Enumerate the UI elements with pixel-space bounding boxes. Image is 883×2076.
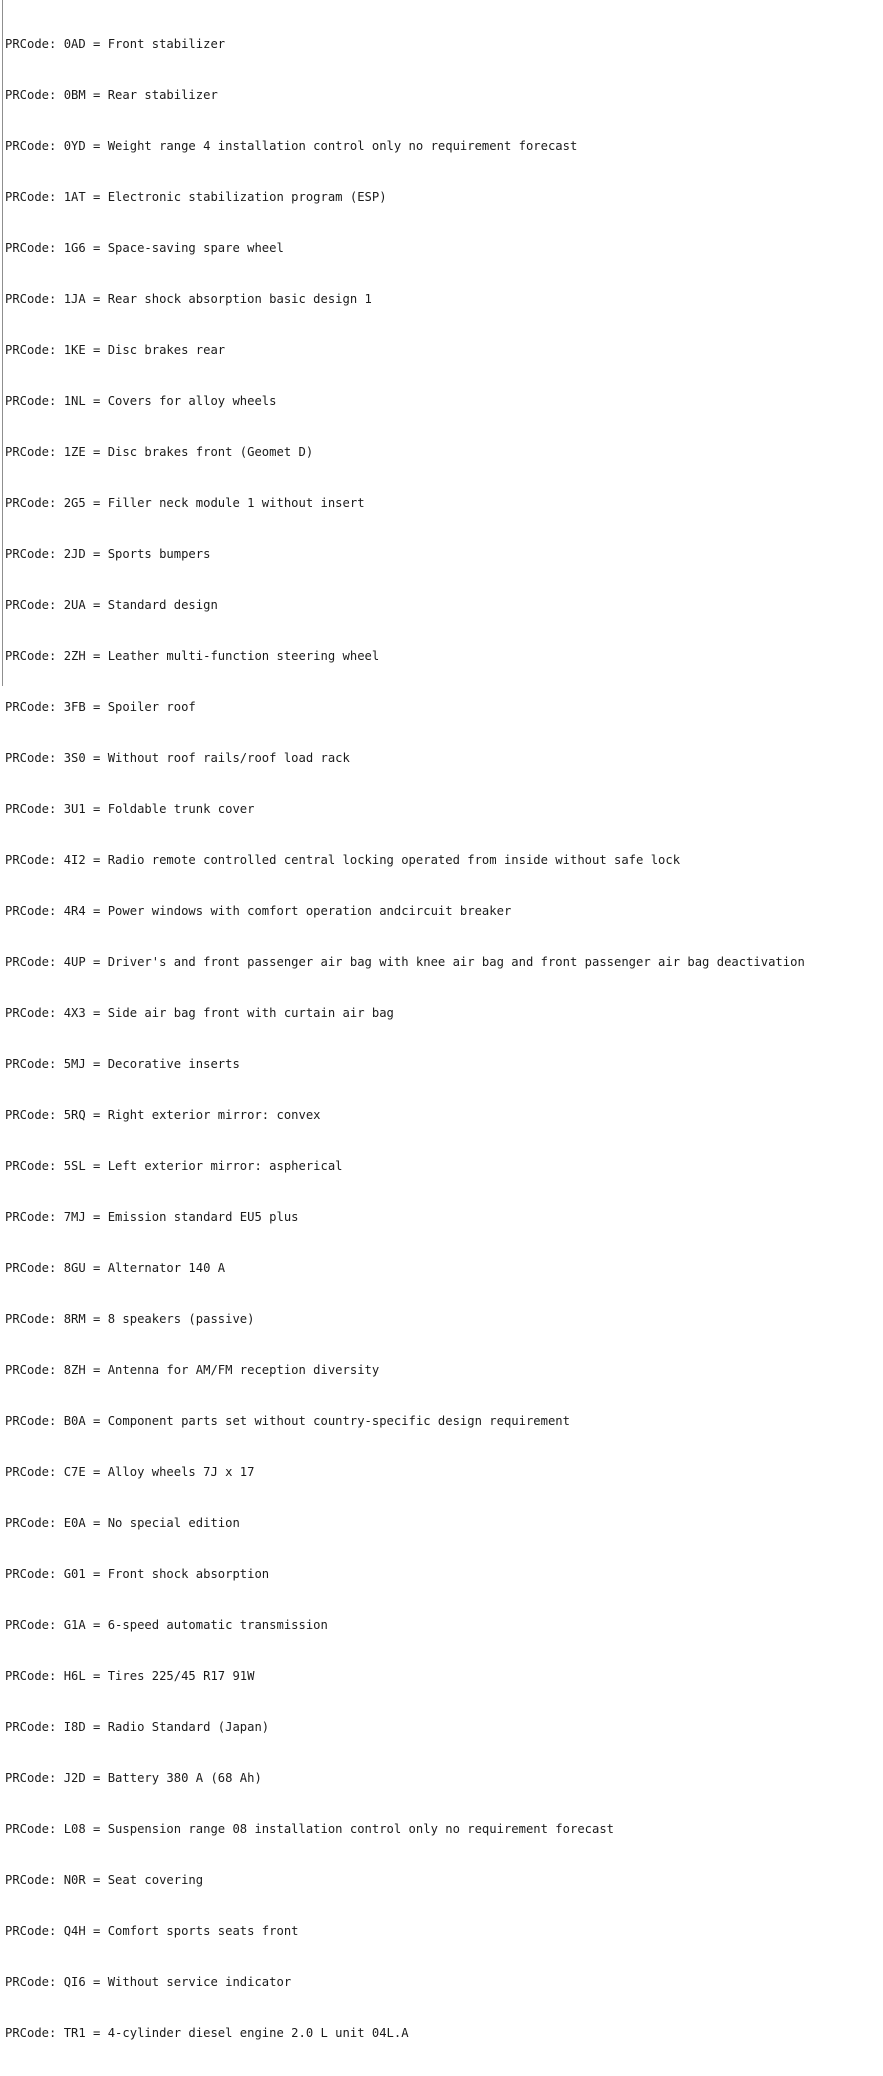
prcode-line: PRCode: 0AD = Front stabilizer [5,37,226,51]
prcode-line: PRCode: B0A = Component parts set without country-specific design requirement [5,1414,570,1428]
prcode-line: PRCode: 1AT = Electronic stabilization program (ESP) [5,190,387,204]
prcode-line: PRCode: 7MJ = Emission standard EU5 plus [5,1210,299,1224]
prcode-line: PRCode: 5SL = Left exterior mirror: aspherical [5,1159,343,1173]
prcode-line: PRCode: G1A = 6-speed automatic transmission [5,1618,328,1632]
prcode-line: PRCode: H6L = Tires 225/45 R17 91W [5,1669,255,1683]
prcode-line: PRCode: TR1 = 4-cylinder diesel engine 2.0 L unit 04L.A [5,2026,409,2040]
prcode-line: PRCode: 1KE = Disc brakes rear [5,343,226,357]
prcode-line: PRCode: 0BM = Rear stabilizer [5,88,218,102]
left-divider [2,0,3,686]
prcode-line: PRCode: 5RQ = Right exterior mirror: convex [5,1108,321,1122]
prcode-line: PRCode: 2JD = Sports bumpers [5,547,211,561]
prcode-line: PRCode: 3S0 = Without roof rails/roof load rack [5,751,350,765]
prcode-line: PRCode: 8GU = Alternator 140 A [5,1261,226,1275]
prcode-line: PRCode: 3U1 = Foldable trunk cover [5,802,255,816]
prcode-line: PRCode: J2D = Battery 380 A (68 Ah) [5,1771,262,1785]
prcode-line: PRCode: 4I2 = Radio remote controlled central locking operated from inside without safe lock [5,853,681,867]
prcode-line: PRCode: 1NL = Covers for alloy wheels [5,394,277,408]
prcode-line: PRCode: 1G6 = Space-saving spare wheel [5,241,284,255]
prcode-line: PRCode: Q4H = Comfort sports seats front [5,1924,299,1938]
prcode-line: PRCode: 0YD = Weight range 4 installation control only no requirement forecast [5,139,578,153]
prcode-line: PRCode: QI6 = Without service indicator [5,1975,292,1989]
prcode-line: PRCode: 2UA = Standard design [5,598,218,612]
prcode-line: PRCode: 4R4 = Power windows with comfort operation andcircuit breaker [5,904,512,918]
prcode-line: PRCode: E0A = No special edition [5,1516,240,1530]
prcode-line: PRCode: 3FB = Spoiler roof [5,700,196,714]
prcode-line: PRCode: 4UP = Driver's and front passenger air bag with knee air bag and front passenger air bag deactivation [5,955,805,969]
prcode-line: PRCode: 8RM = 8 speakers (passive) [5,1312,255,1326]
prcode-line: PRCode: 5MJ = Decorative inserts [5,1057,240,1071]
prcode-line: PRCode: 2G5 = Filler neck module 1 without insert [5,496,365,510]
prcode-list [5,2,805,2076]
prcode-line: PRCode: 8ZH = Antenna for AM/FM reception diversity [5,1363,380,1377]
prcode-line: PRCode: C7E = Alloy wheels 7J x 17 [5,1465,255,1479]
prcode-line: PRCode: 1JA = Rear shock absorption basic design 1 [5,292,372,306]
prcode-line: PRCode: N0R = Seat covering [5,1873,204,1887]
prcode-line: PRCode: 4X3 = Side air bag front with curtain air bag [5,1006,394,1020]
prcode-line: PRCode: G01 = Front shock absorption [5,1567,270,1581]
prcode-line: PRCode: 1ZE = Disc brakes front (Geomet D) [5,445,314,459]
prcode-line: PRCode: I8D = Radio Standard (Japan) [5,1720,270,1734]
prcode-line: PRCode: 2ZH = Leather multi-function steering wheel [5,649,380,663]
prcode-line: PRCode: L08 = Suspension range 08 installation control only no requirement forecast [5,1822,615,1836]
